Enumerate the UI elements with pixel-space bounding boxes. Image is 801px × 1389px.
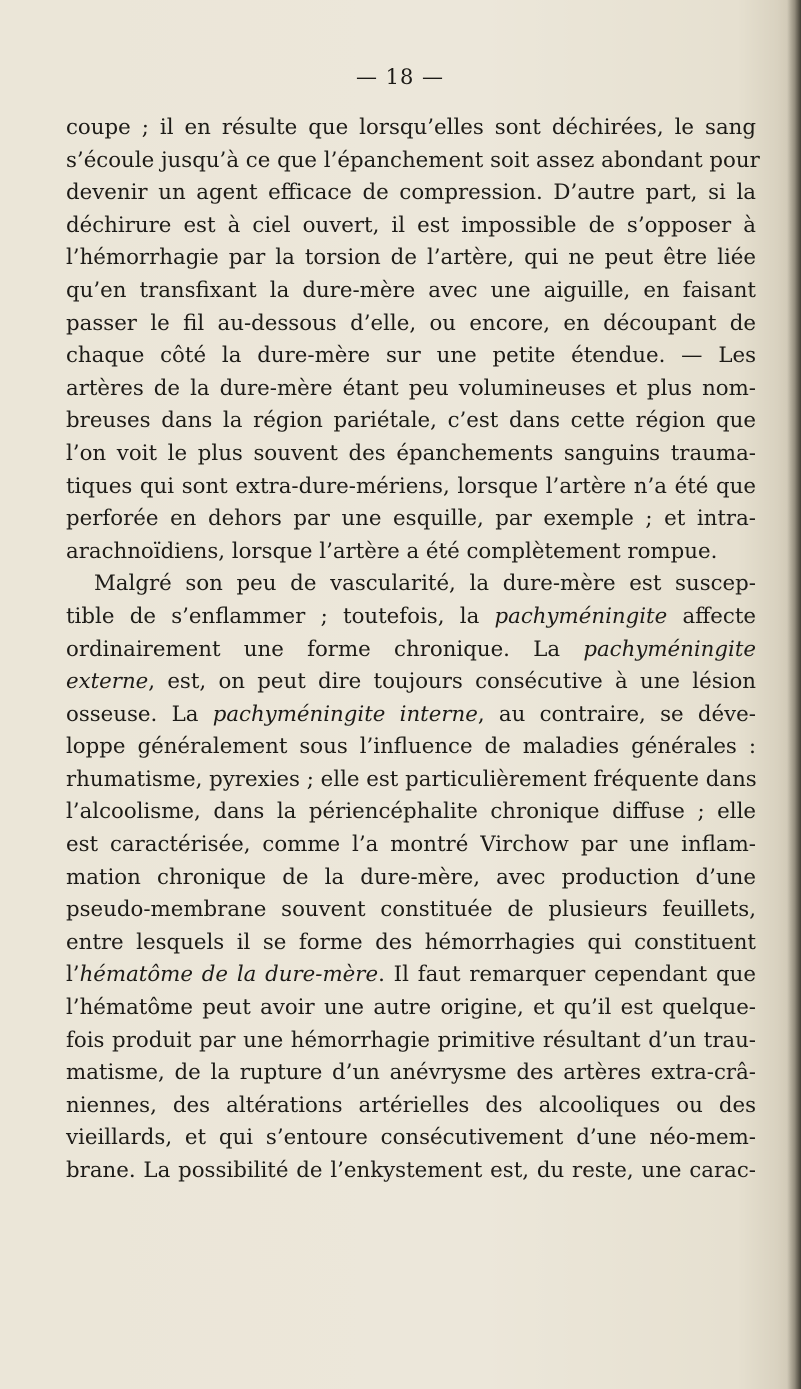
text-line: déchirure est à ciel ouvert, il est impossible de s’opposer à: [66, 212, 756, 238]
italic-term: externe: [66, 669, 149, 695]
text-line: mation chronique de la dure-mère, avec production d’une: [66, 864, 756, 890]
text-line: loppe généralement sous l’influence de maladies générales :: [66, 734, 756, 760]
text-line: entre lesquels il se forme des hémorrhagies qui constituent: [66, 929, 756, 955]
page-number: — 18 —: [355, 65, 445, 89]
text-line: brane. La possibilité de l’enkystement est, du reste, une carac-: [66, 1158, 756, 1183]
text-line: l’alcoolisme, dans la périencéphalite chronique diffuse ; elle: [66, 799, 756, 825]
text-line: rhumatisme, pyrexies ; elle est particulièrement fréquente dans: [66, 766, 757, 792]
page-edge-shadow: [787, 0, 801, 1389]
text-line: l’hématôme peut avoir une autre origine, et qu’il est quelque-: [66, 995, 756, 1021]
text-line: osseuse. La pachyméningite interne, au contraire, se déve-: [66, 701, 756, 727]
text-line: externe, est, on peut dire toujours consécutive à une lésion: [66, 669, 756, 695]
text-line: artères de la dure-mère étant peu volumineuses et plus nom-: [66, 375, 756, 401]
text-line: ordinairement une forme chronique. La pachyméningite: [66, 636, 756, 662]
text-line: devenir un agent efficace de compression. D’autre part, si la: [66, 180, 756, 206]
text-line: arachnoïdiens, lorsque l’artère a été complètement rompue.: [66, 538, 718, 564]
italic-term: pachyméningite: [583, 636, 756, 662]
text-line: pseudo-membrane souvent constituée de plusieurs feuillets,: [66, 897, 756, 923]
text-line: tible de s’enflammer ; toutefois, la pachyméningite affecte: [66, 603, 756, 629]
text-line: niennes, des altérations artérielles des alcooliques ou des: [66, 1092, 756, 1118]
text-line: l’hémorrhagie par la torsion de l’artère, qui ne peut être liée: [66, 245, 756, 271]
text-line: breuses dans la région pariétale, c’est dans cette région que: [66, 408, 756, 434]
text-line: l’hématôme de la dure-mère. Il faut remarquer cependant que: [66, 962, 756, 988]
italic-term: pachyméningite: [494, 603, 668, 629]
text-line: perforée en dehors par une esquille, par exemple ; et intra-: [66, 506, 756, 532]
text-line: fois produit par une hémorrhagie primitive résultant d’un trau-: [66, 1027, 756, 1053]
body-text: [66, 112, 760, 1188]
text-line: s’écoule jusqu’à ce que l’épanchement soit assez abondant pour: [66, 147, 760, 173]
italic-term: hématôme de la dure-mère: [79, 962, 379, 988]
text-line: vieillards, et qui s’entoure consécutivement d’une néo-mem-: [66, 1125, 756, 1151]
text-line: qu’en transfixant la dure-mère avec une aiguille, en faisant: [66, 277, 756, 303]
text-line: tiques qui sont extra-dure-mériens, lorsque l’artère n’a été que: [66, 473, 756, 499]
text-line: matisme, de la rupture d’un anévrysme des artères extra-crâ-: [66, 1060, 756, 1086]
italic-term: pachyméningite interne: [212, 701, 478, 727]
text-line: chaque côté la dure-mère sur une petite étendue. — Les: [66, 343, 756, 369]
text-line: Malgré son peu de vascularité, la dure-mère est suscep-: [94, 571, 756, 597]
text-line: l’on voit le plus souvent des épanchements sanguins trauma-: [66, 440, 756, 466]
text-line: est caractérisée, comme l’a montré Virchow par une inflam-: [66, 832, 756, 858]
text-line: passer le fil au-dessous d’elle, ou encore, en découpant de: [66, 310, 756, 336]
text-line: coupe ; il en résulte que lorsqu’elles sont déchirées, le sang: [66, 115, 756, 140]
